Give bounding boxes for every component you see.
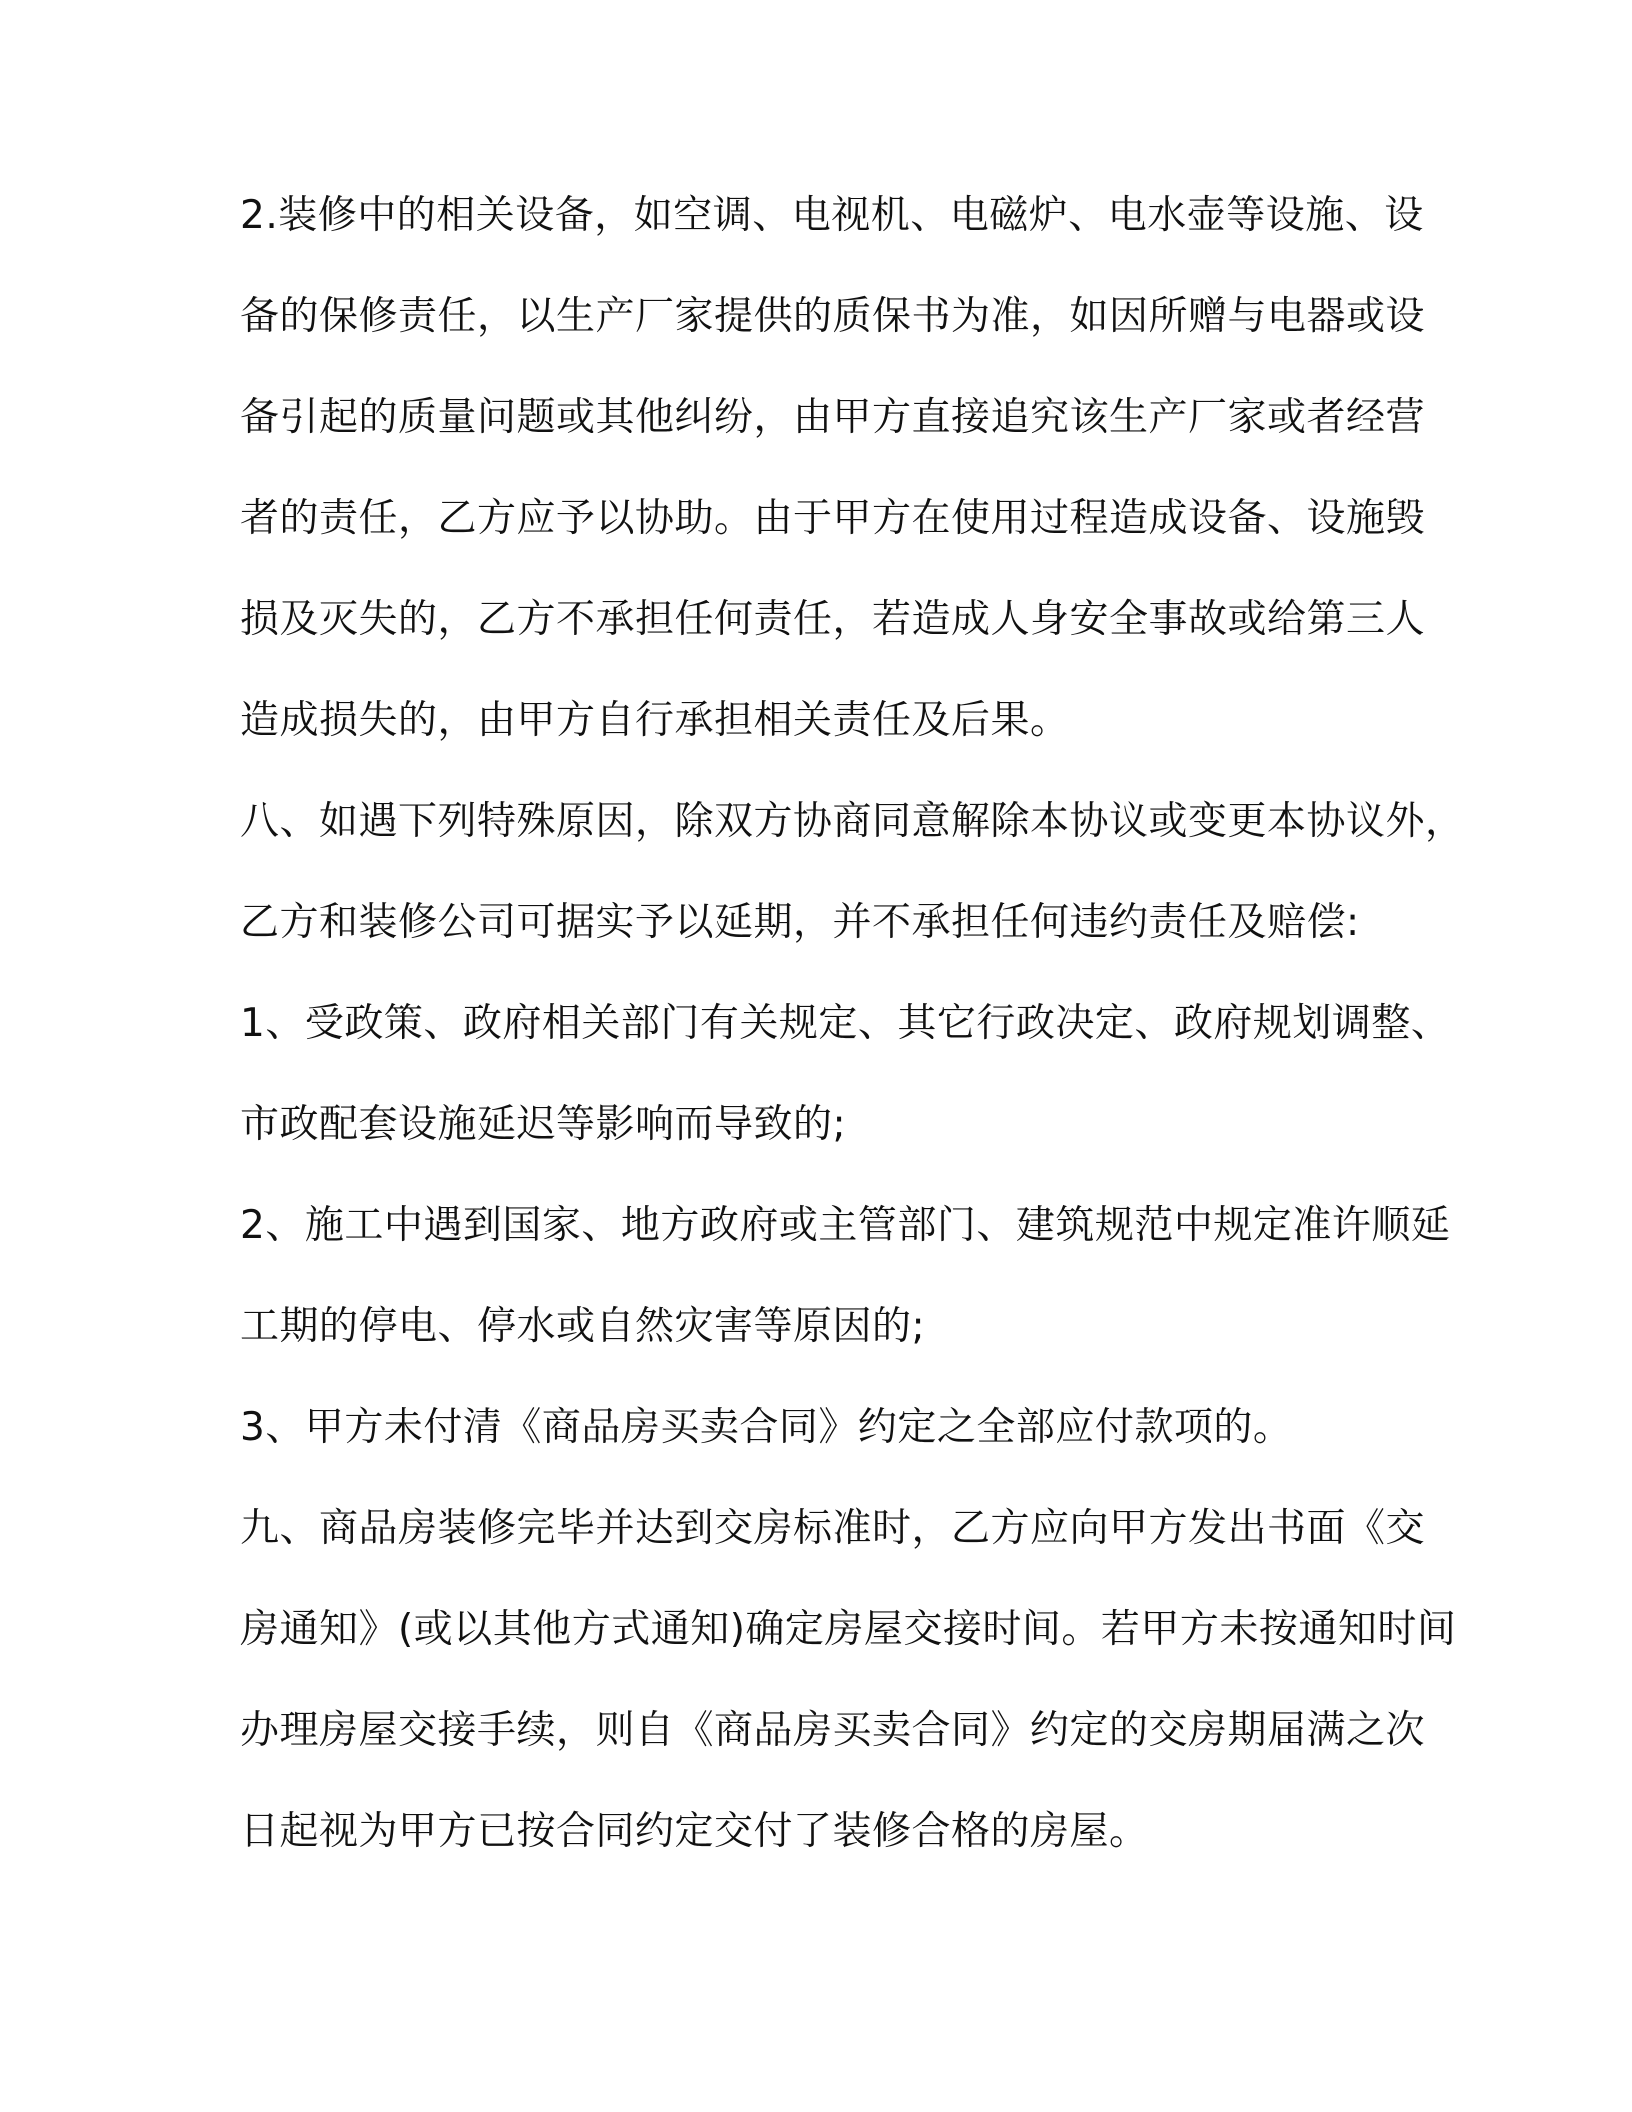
text-line-14: 九、商品房装修完毕并达到交房标准时，乙方应向甲方发出书面《交 (240, 1506, 1426, 1551)
text-line-17: 日起视为甲方已按合同约定交付了装修合格的房屋。 (240, 1809, 1149, 1854)
text-line-5: 损及灭失的，乙方不承担任何责任，若造成人身安全事故或给第三人 (240, 597, 1426, 642)
text-line-15: 房通知》(或以其他方式通知)确定房屋交接时间。若甲方未按通知时间 (240, 1607, 1457, 1652)
text-line-4: 者的责任，乙方应予以协助。由于甲方在使用过程造成设备、设施毁 (240, 496, 1426, 541)
text-line-3: 备引起的质量问题或其他纠纷，由甲方直接追究该生产厂家或者经营 (240, 395, 1426, 440)
text-line-11: 2、施工中遇到国家、地方政府或主管部门、建筑规范中规定准许顺延 (240, 1203, 1451, 1248)
text-line-9: 1、受政策、政府相关部门有关规定、其它行政决定、政府规划调整、 (240, 1001, 1451, 1046)
text-line-16: 办理房屋交接手续，则自《商品房买卖合同》约定的交房期届满之次 (240, 1708, 1426, 1753)
text-line-12: 工期的停电、停水或自然灾害等原因的; (240, 1304, 926, 1349)
text-line-10: 市政配套设施延迟等影响而导致的; (240, 1102, 847, 1147)
text-line-2: 备的保修责任，以生产厂家提供的质保书为准，如因所赠与电器或设 (240, 294, 1426, 339)
text-line-1: 2.装修中的相关设备，如空调、电视机、电磁炉、电水壶等设施、设 (240, 193, 1424, 238)
text-line-8: 乙方和装修公司可据实予以延期，并不承担任何违约责任及赔偿: (240, 900, 1360, 945)
text-line-13: 3、甲方未付清《商品房买卖合同》约定之全部应付款项的。 (240, 1405, 1293, 1450)
text-line-7: 八、如遇下列特殊原因，除双方协商同意解除本协议或变更本协议外， (240, 799, 1465, 844)
text-line-6: 造成损失的，由甲方自行承担相关责任及后果。 (240, 698, 1070, 743)
